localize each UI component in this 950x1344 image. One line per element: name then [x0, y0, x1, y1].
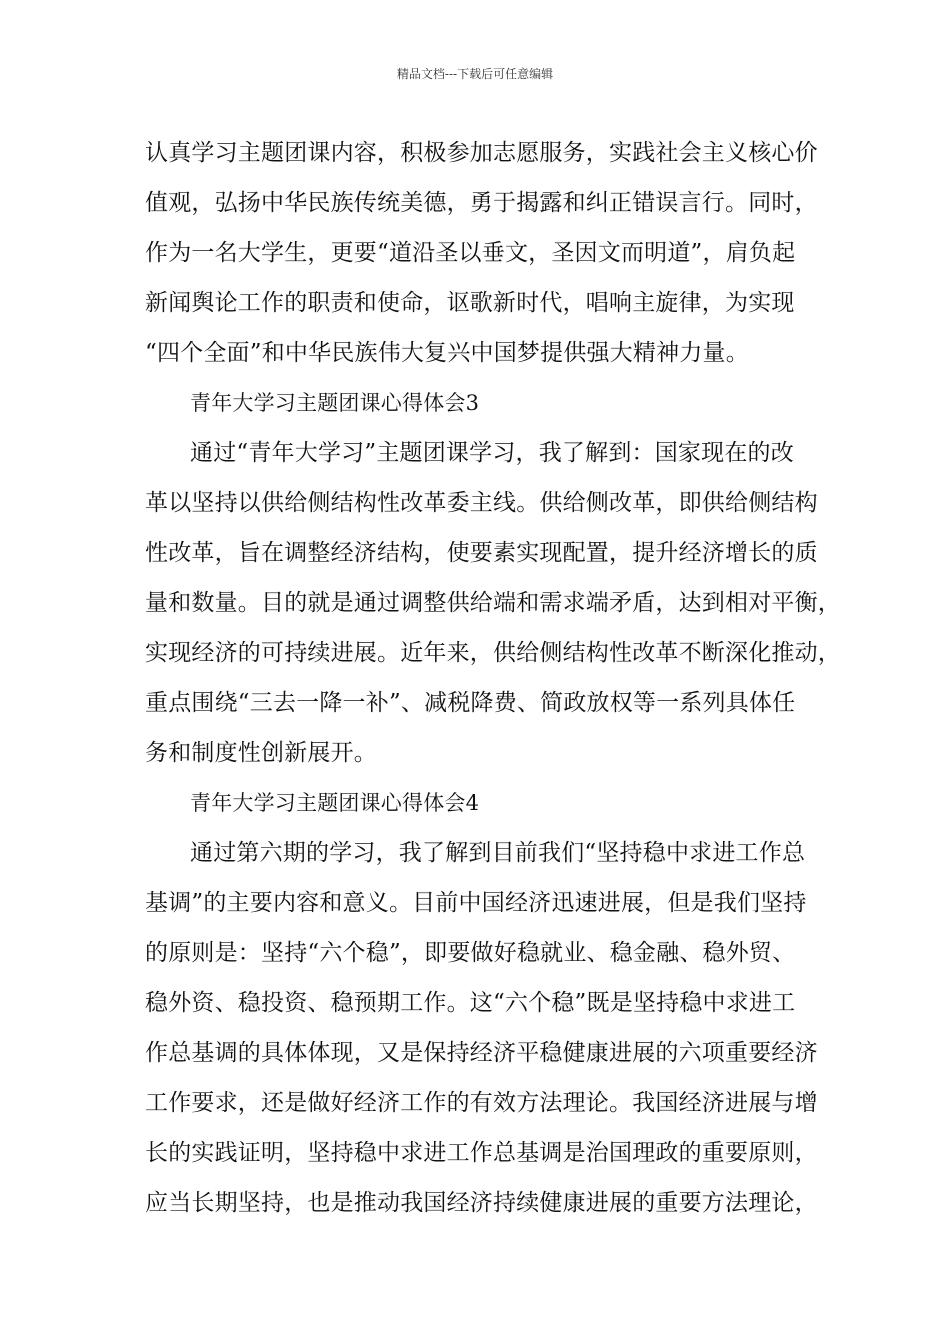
- text-line: 基调”的主要内容和意义。目前中国经济迅速进展，但是我们坚持: [145, 890, 807, 916]
- text-line: 务和制度性创新展开。: [145, 740, 377, 766]
- text-line: 实现经济的可持续进展。近年来，供给侧结构性改革不断深化推动，: [145, 640, 841, 666]
- text-line: 长的实践证明，坚持稳中求进工作总基调是治国理政的重要原则，: [145, 1140, 818, 1166]
- text-line: 作总基调的具体体现，又是保持经济平稳健康进展的六项重要经济: [145, 1040, 818, 1066]
- text-line: 通过第六期的学习，我了解到目前我们“坚持稳中求进工作总: [190, 840, 806, 866]
- text-line: 的原则是：坚持“六个稳”，即要做好稳就业、稳金融、稳外贸、: [145, 940, 796, 966]
- text-line: 重点围绕“三去一降一补”、减税降费、简政放权等一系列具体任: [145, 690, 796, 716]
- text-line: 量和数量。目的就是通过调整供给端和需求端矛盾，达到相对平衡，: [145, 590, 841, 616]
- section-heading: 青年大学习主题团课心得体会4: [190, 791, 480, 815]
- text-line: 作为一名大学生，更要“道沿圣以垂文，圣因文而明道”，肩负起: [145, 240, 796, 266]
- text-line: 新闻舆论工作的职责和使命，讴歌新时代，唱响主旋律，为实现: [145, 290, 795, 316]
- text-line: 工作要求，还是做好经济工作的有效方法理论。我国经济进展与增: [145, 1090, 818, 1116]
- section-heading: 青年大学习主题团课心得体会3: [190, 391, 480, 415]
- text-line: “四个全面”和中华民族伟大复兴中国梦提供强大精神力量。: [145, 340, 749, 366]
- text-line: 认真学习主题团课内容，积极参加志愿服务，实践社会主义核心价: [145, 140, 818, 166]
- text-line: 革以坚持以供给侧结构性改革委主线。供给侧改革，即供给侧结构: [145, 490, 818, 516]
- text-line: 通过“青年大学习”主题团课学习，我了解到：国家现在的改: [190, 440, 794, 466]
- document-body: [145, 128, 841, 1228]
- text-line: 性改革，旨在调整经济结构，使要素实现配置，提升经济增长的质: [145, 540, 818, 566]
- text-line: 稳外资、稳投资、稳预期工作。这“六个稳”既是坚持稳中求进工: [145, 990, 796, 1016]
- text-line: 应当长期坚持，也是推动我国经济持续健康进展的重要方法理论，: [145, 1190, 818, 1216]
- page-header: 精品文档---下载后可任意编辑: [396, 67, 554, 81]
- text-line: 值观，弘扬中华民族传统美德，勇于揭露和纠正错误言行。同时，: [145, 190, 818, 216]
